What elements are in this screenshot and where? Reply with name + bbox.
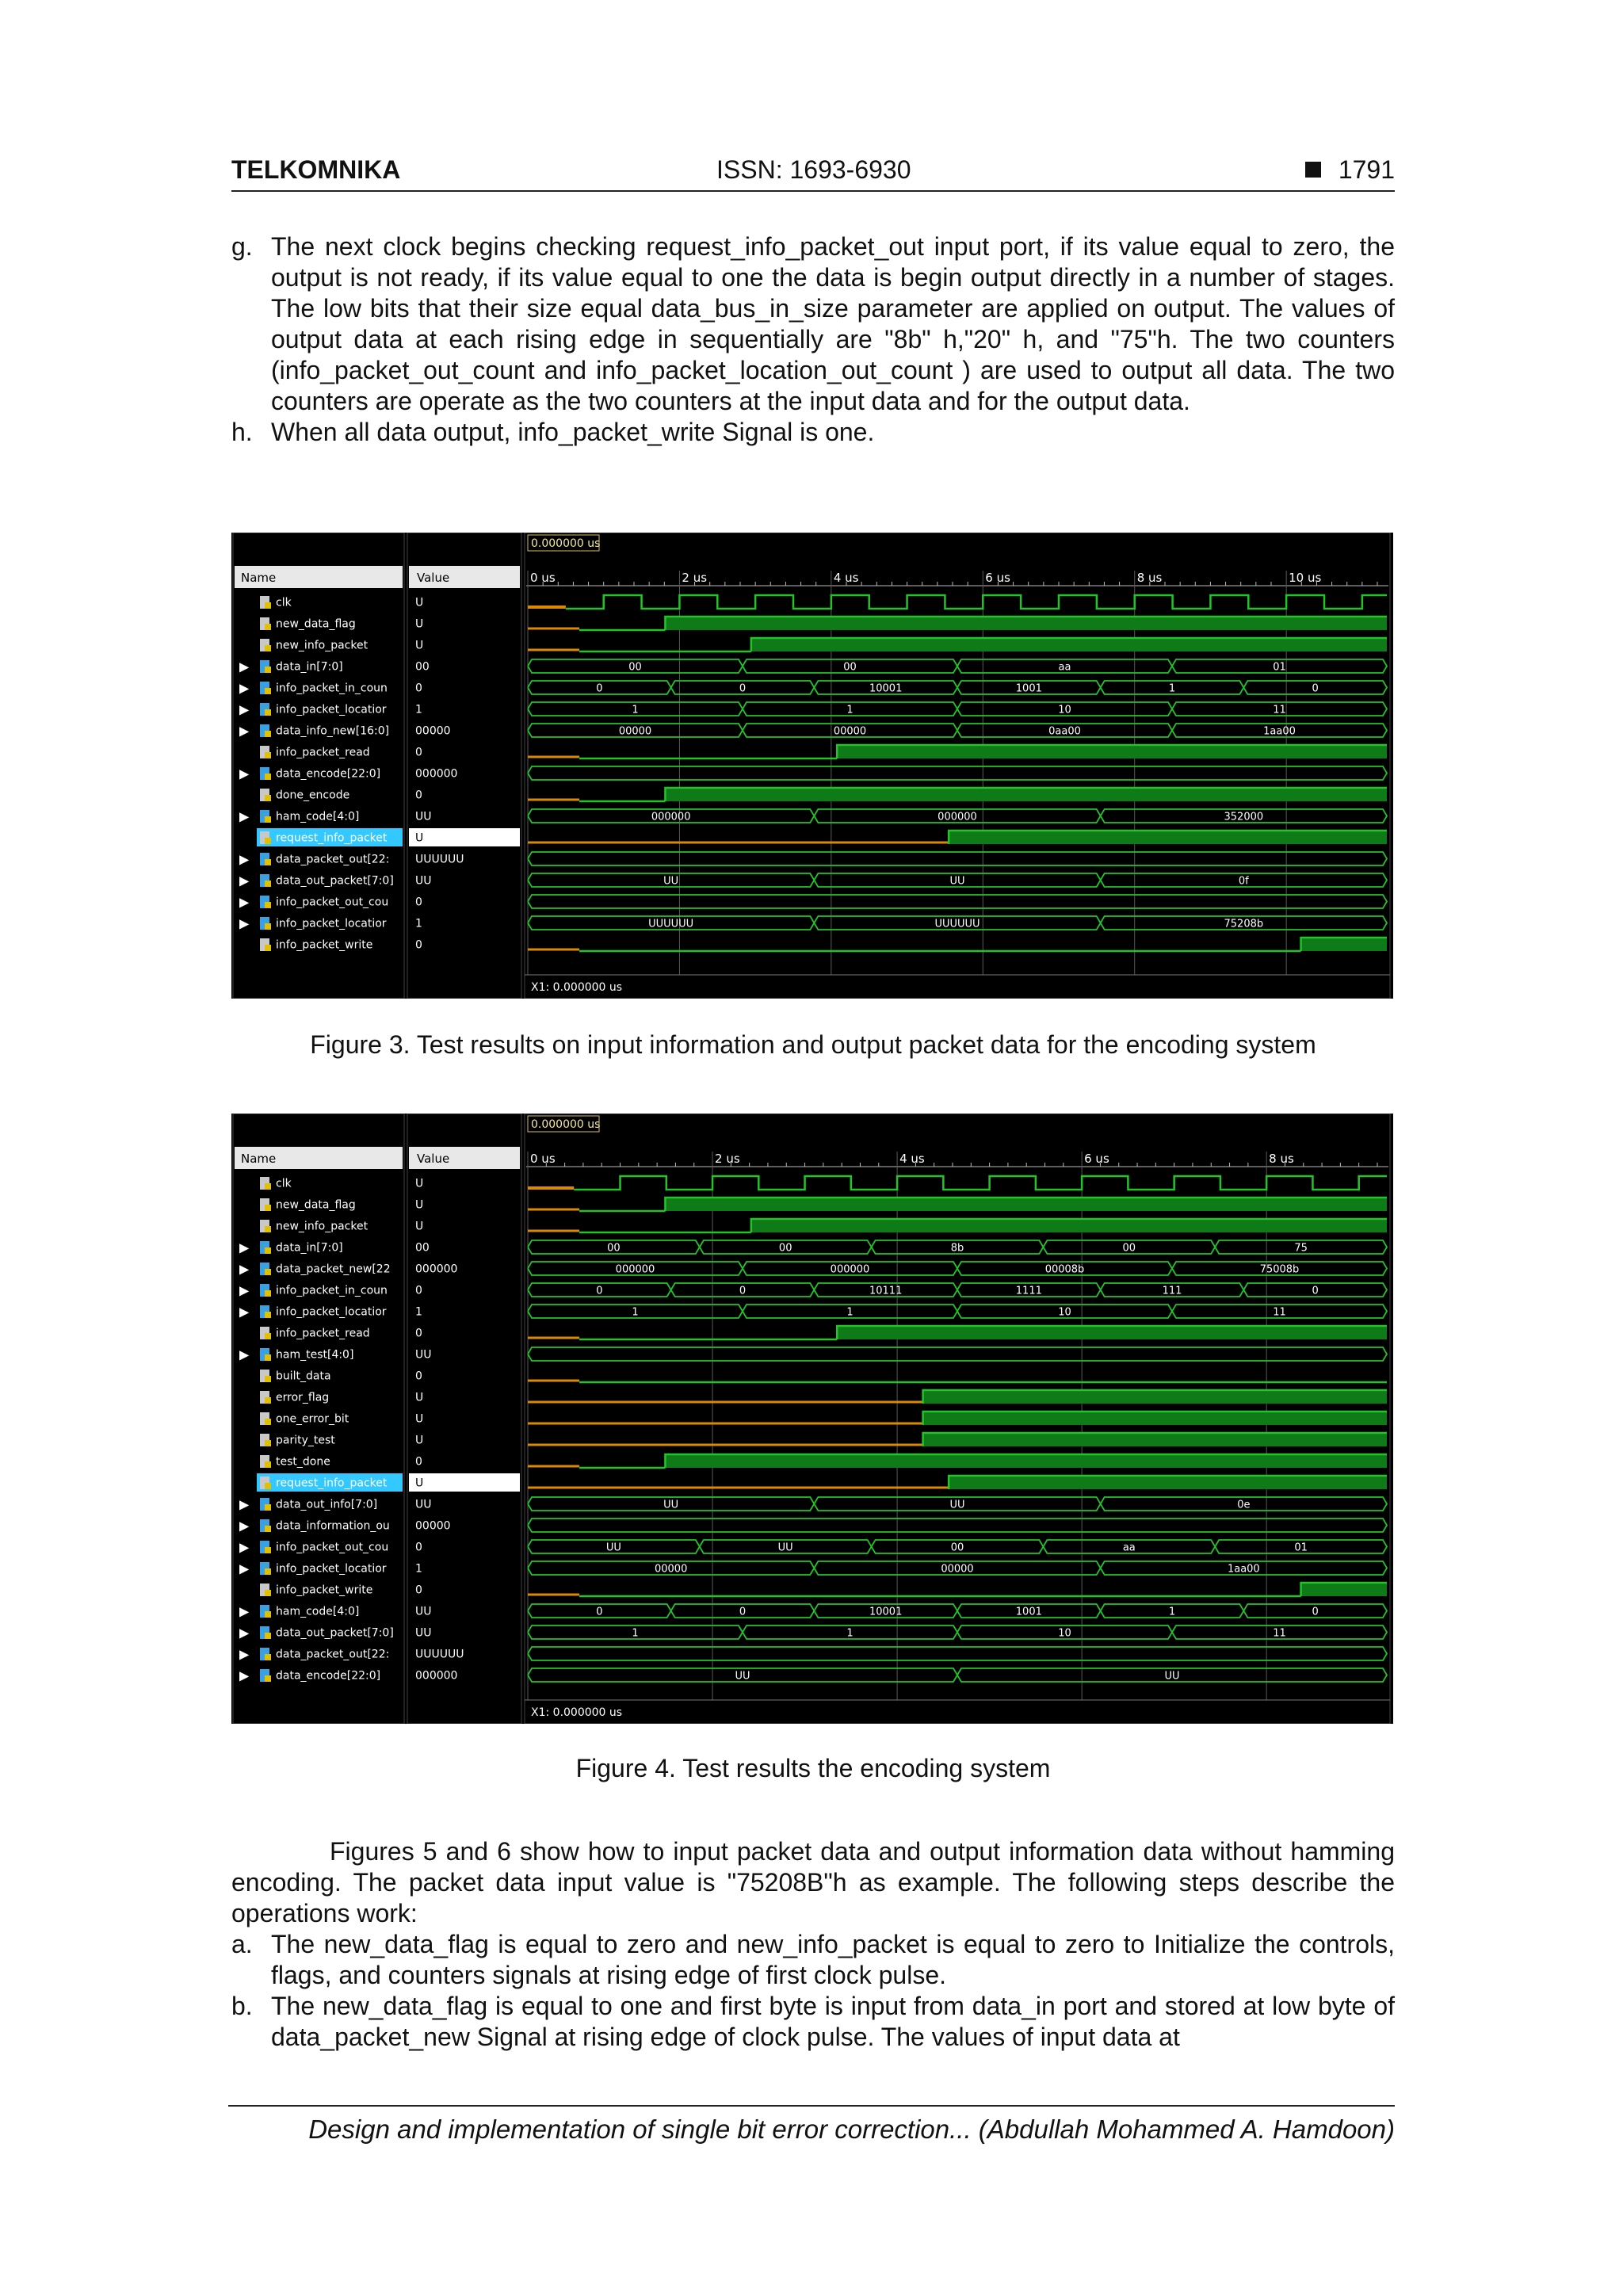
bus-value-label: UU xyxy=(735,1670,750,1683)
time-tick-label: 6 us xyxy=(985,571,1010,585)
signal-value: U xyxy=(415,1198,424,1212)
bus-value-label: 10 xyxy=(1058,704,1071,716)
signal-badge-icon xyxy=(265,1205,271,1211)
bus-value-label: 1 xyxy=(632,1306,639,1319)
bus-value-label: UU xyxy=(949,1499,965,1511)
waveform-viewer-fig4 xyxy=(231,1114,1393,1724)
expand-arrow-icon[interactable]: ▶ xyxy=(239,766,250,781)
signal-value: 0 xyxy=(415,1327,422,1340)
signal-value: 00000 xyxy=(415,724,451,738)
signal-name[interactable]: ham_code[4:0] xyxy=(276,810,360,823)
signal-value: UUUUUU xyxy=(415,853,464,866)
signal-name[interactable]: built_data xyxy=(276,1370,331,1383)
signal-value: U xyxy=(415,596,424,609)
signal-name[interactable]: data_encode[22:0] xyxy=(276,1669,381,1683)
bus-value-label: 00 xyxy=(778,1242,792,1255)
bus-value-label: 1 xyxy=(1168,1606,1176,1618)
step-marker: b. xyxy=(231,1992,253,2020)
bus-value-label: 0 xyxy=(1312,1606,1319,1618)
signal-name[interactable]: data_packet_out[22: xyxy=(276,1648,390,1661)
bus-value-label: UU xyxy=(605,1541,621,1554)
expand-arrow-icon[interactable]: ▶ xyxy=(239,701,250,717)
signal-value: 00000 xyxy=(415,1519,451,1533)
bus-value-label: 1 xyxy=(632,1627,639,1640)
expand-arrow-icon[interactable]: ▶ xyxy=(239,851,250,867)
bus-value-label: UU xyxy=(777,1541,793,1554)
bus-value-label: 00 xyxy=(950,1541,964,1554)
step-text: When all data output, info_packet_write Signal is one. xyxy=(271,418,875,446)
signal-name[interactable]: ham_test[4:0] xyxy=(276,1348,354,1362)
time-tick-label: 0 us xyxy=(530,571,556,585)
signal-badge-icon xyxy=(265,1654,271,1660)
body-section xyxy=(231,1836,1395,2053)
signal-name[interactable]: info_packet_in_coun xyxy=(276,1284,388,1297)
signal-badge-icon xyxy=(265,1312,271,1318)
signal-name[interactable]: data_out_packet[7:0] xyxy=(276,874,394,888)
bus-value-label: 01 xyxy=(1294,1541,1308,1554)
signal-value: 0 xyxy=(415,1284,422,1297)
signal-value: U xyxy=(415,617,424,631)
signal-value: 0 xyxy=(415,1370,422,1383)
signal-value: 000000 xyxy=(415,767,458,781)
signal-value: UU xyxy=(415,1498,432,1511)
signal-badge-icon xyxy=(265,1247,271,1254)
bus-value-label: aa xyxy=(1122,1541,1136,1554)
signal-name[interactable]: one_error_bit xyxy=(276,1412,349,1426)
signal-name[interactable]: info_packet_locatior xyxy=(276,1562,387,1576)
signal-badge-icon xyxy=(265,1675,271,1682)
expand-arrow-icon[interactable]: ▶ xyxy=(239,873,250,888)
signal-badge-icon xyxy=(265,1526,271,1532)
time-tick-label: 0 us xyxy=(530,1152,556,1166)
bus-value-label: 000000 xyxy=(938,811,977,823)
time-tick-label: 4 us xyxy=(833,571,859,585)
figure-3-caption: Figure 3. Test results on input information and output packet data for the encoding system xyxy=(310,1030,1316,1059)
high-level-fill xyxy=(837,745,1387,758)
high-level-fill xyxy=(751,638,1387,651)
expand-arrow-icon[interactable]: ▶ xyxy=(239,1539,250,1555)
high-level-fill xyxy=(949,831,1387,844)
signal-name[interactable]: ham_code[4:0] xyxy=(276,1605,360,1618)
signal-value: 1 xyxy=(415,917,422,930)
bus-value-label: 0 xyxy=(739,1606,747,1618)
signal-badge-icon xyxy=(265,667,271,673)
signal-badge-icon xyxy=(265,1483,271,1489)
bus-value-label: 10001 xyxy=(869,682,903,695)
step-item xyxy=(231,417,1395,448)
selected-value-highlight xyxy=(409,828,520,846)
step-marker: g. xyxy=(231,232,253,261)
high-level-fill xyxy=(1301,1583,1387,1596)
signal-value: 0 xyxy=(415,682,422,695)
bus-value-label: 00000 xyxy=(833,725,867,738)
signal-name[interactable]: data_packet_new[22 xyxy=(276,1263,391,1276)
signal-name[interactable]: data_encode[22:0] xyxy=(276,767,381,781)
undefined-segment xyxy=(528,606,566,609)
selected-value-highlight xyxy=(409,1473,520,1492)
value-panel xyxy=(407,533,521,999)
bus-value-label: 000000 xyxy=(651,811,691,823)
signal-badge-icon xyxy=(265,1590,271,1596)
high-level-fill xyxy=(665,788,1387,801)
step-text: The new_data_flag is equal to zero and new_info_packet is equal to zero to Initialize the controls, flags, and counters signals at rising edge of first clock pulse. xyxy=(271,1930,1395,1989)
signal-value: 0 xyxy=(415,746,422,759)
time-tick-label: 10 us xyxy=(1289,571,1322,585)
signal-badge-icon xyxy=(265,1290,271,1297)
signal-name[interactable]: new_info_packet xyxy=(276,1220,369,1233)
signal-value: 0 xyxy=(415,1541,422,1554)
bus-value-label: 00 xyxy=(628,661,642,674)
expand-arrow-icon[interactable]: ▶ xyxy=(239,1625,250,1641)
high-level-fill xyxy=(665,1198,1387,1211)
step-item xyxy=(231,1929,1395,1991)
value-column-header[interactable]: Value xyxy=(417,1152,450,1166)
signal-badge-icon xyxy=(265,1504,271,1511)
signal-badge-icon xyxy=(265,881,271,887)
figure-3-waveform xyxy=(231,533,1393,999)
bus-value-label: UU xyxy=(949,875,965,888)
signal-value: U xyxy=(415,1177,424,1190)
signal-name[interactable]: data_information_ou xyxy=(276,1519,390,1533)
expand-arrow-icon[interactable]: ▶ xyxy=(239,723,250,739)
bus-value-label: 0 xyxy=(1312,1285,1319,1297)
bus-value-label: UU xyxy=(663,875,679,888)
bus-value-label: 75008b xyxy=(1259,1263,1300,1276)
signal-badge-icon xyxy=(265,1611,271,1618)
signal-value: UU xyxy=(415,1605,432,1618)
signal-badge-icon xyxy=(265,731,271,737)
page-number: 1791 xyxy=(1338,155,1395,184)
signal-badge-icon xyxy=(265,688,271,694)
signal-badge-icon xyxy=(265,1226,271,1232)
expand-arrow-icon[interactable]: ▶ xyxy=(239,1261,250,1277)
bus-value-label: 75208b xyxy=(1224,918,1264,930)
signal-value: 0 xyxy=(415,938,422,952)
signal-value: U xyxy=(415,1391,424,1404)
signal-value: 1 xyxy=(415,703,422,716)
signal-value: UU xyxy=(415,874,432,888)
bus-value-label: 00 xyxy=(1122,1242,1136,1255)
name-column-header[interactable]: Name xyxy=(241,1152,277,1166)
bus-value-label: 352000 xyxy=(1224,811,1264,823)
time-tick-label: 8 us xyxy=(1269,1152,1294,1166)
step-item xyxy=(231,231,1395,417)
bus-value-label: 1 xyxy=(846,704,854,716)
bus-value-label: 0 xyxy=(739,1285,747,1297)
bus-value-label: UU xyxy=(663,1499,679,1511)
bus-value-label: 0f xyxy=(1238,875,1249,888)
bus-value-label: 0e xyxy=(1237,1499,1251,1511)
expand-arrow-icon[interactable]: ▶ xyxy=(239,1347,250,1362)
figure-4-caption: Figure 4. Test results the encoding system xyxy=(575,1754,1051,1782)
high-level-fill xyxy=(665,1454,1387,1468)
signal-badge-icon xyxy=(265,1547,271,1553)
steps-top xyxy=(231,231,1395,448)
expand-arrow-icon[interactable]: ▶ xyxy=(239,894,250,910)
signal-badge-icon xyxy=(265,1376,271,1382)
bus-value-label: 000000 xyxy=(615,1263,655,1276)
bus-value-label: 11 xyxy=(1273,704,1286,716)
waveform-viewer-fig3 xyxy=(231,533,1393,999)
signal-value: 00 xyxy=(415,1241,430,1255)
bus-value-label: 11 xyxy=(1273,1306,1286,1319)
expand-arrow-icon[interactable]: ▶ xyxy=(239,1282,250,1298)
signal-name[interactable]: info_packet_out_cou xyxy=(276,896,389,909)
expand-arrow-icon[interactable]: ▶ xyxy=(239,1646,250,1662)
bus-value-label: UUUUUU xyxy=(648,918,694,930)
signal-badge-icon xyxy=(265,709,271,716)
expand-arrow-icon[interactable]: ▶ xyxy=(239,1561,250,1576)
bus-value-label: 0 xyxy=(596,1285,603,1297)
signal-name[interactable]: data_in[7:0] xyxy=(276,1241,343,1255)
signal-name[interactable]: info_packet_out_cou xyxy=(276,1541,389,1554)
signal-badge-icon xyxy=(265,838,271,844)
signal-badge-icon xyxy=(265,945,271,951)
cursor-readout: X1: 0.000000 us xyxy=(531,1706,623,1719)
signal-badge-icon xyxy=(265,602,271,609)
high-level-fill xyxy=(923,1412,1387,1425)
signal-name[interactable]: parity_test xyxy=(276,1434,335,1447)
signal-name[interactable]: data_packet_out[22: xyxy=(276,853,390,866)
signal-badge-icon xyxy=(265,859,271,865)
high-level-fill xyxy=(923,1390,1387,1404)
bus-value-label: 111 xyxy=(1162,1285,1182,1297)
expand-arrow-icon[interactable]: ▶ xyxy=(239,808,250,824)
signal-value: U xyxy=(415,1477,424,1490)
bus-value-label: 0aa00 xyxy=(1048,725,1081,738)
bus-value-label: 0 xyxy=(596,1606,603,1618)
expand-arrow-icon[interactable]: ▶ xyxy=(239,659,250,674)
signal-name[interactable]: test_done xyxy=(276,1455,330,1469)
bus-value-label: 00000 xyxy=(654,1563,688,1576)
undefined-segment xyxy=(528,1186,574,1190)
signal-badge-icon xyxy=(265,752,271,758)
signal-badge-icon xyxy=(265,1461,271,1468)
expand-arrow-icon[interactable]: ▶ xyxy=(239,1603,250,1619)
bus-value-label: 00000 xyxy=(941,1563,974,1576)
bus-value-label: 10111 xyxy=(869,1285,903,1297)
expand-arrow-icon[interactable]: ▶ xyxy=(239,1518,250,1534)
time-tick-label: 8 us xyxy=(1136,571,1163,585)
bus-value-label: 10001 xyxy=(869,1606,903,1618)
bus-value-label: 1aa00 xyxy=(1263,725,1296,738)
signal-badge-icon xyxy=(265,774,271,780)
expand-arrow-icon[interactable]: ▶ xyxy=(239,1240,250,1255)
signal-badge-icon xyxy=(265,624,271,630)
signal-badge-icon xyxy=(265,1183,271,1190)
signal-value: U xyxy=(415,1434,424,1447)
high-level-fill xyxy=(923,1433,1387,1446)
bus-value-label: 01 xyxy=(1273,661,1286,674)
signal-name[interactable]: new_data_flag xyxy=(276,617,356,631)
signal-name[interactable]: info_packet_write xyxy=(276,938,373,952)
bus-value-label: aa xyxy=(1058,661,1071,674)
cursor-time-label: 0.000000 us xyxy=(531,1118,601,1131)
signal-badge-icon xyxy=(265,1568,271,1575)
bus-value-label: 0 xyxy=(739,682,747,695)
bus-value-label: 11 xyxy=(1273,1627,1286,1640)
signal-name[interactable]: request_info_packet xyxy=(276,1477,388,1490)
running-header xyxy=(231,154,1395,192)
signal-name[interactable]: clk xyxy=(276,1177,292,1190)
signal-badge-icon xyxy=(265,795,271,801)
signal-value: UU xyxy=(415,810,432,823)
signal-name[interactable]: info_packet_locatior xyxy=(276,703,387,716)
signal-value: 1 xyxy=(415,1305,422,1319)
journal-name: TELKOMNIKA xyxy=(231,155,401,184)
signal-name[interactable]: data_in[7:0] xyxy=(276,660,343,674)
signal-badge-icon xyxy=(265,1397,271,1404)
signal-name[interactable]: data_out_info[7:0] xyxy=(276,1498,378,1511)
bus-value-label: 1 xyxy=(1168,682,1176,695)
signal-value: U xyxy=(415,639,424,652)
signal-name[interactable]: info_packet_read xyxy=(276,1327,370,1340)
page-number-block xyxy=(1305,155,1395,185)
signal-name[interactable]: error_flag xyxy=(276,1391,330,1404)
name-column-header[interactable]: Name xyxy=(241,571,277,585)
signal-name[interactable]: info_packet_in_coun xyxy=(276,682,388,695)
signal-badge-icon xyxy=(265,902,271,908)
signal-value: 0 xyxy=(415,789,422,802)
signal-name[interactable]: info_packet_locatior xyxy=(276,917,387,930)
signal-name[interactable]: new_data_flag xyxy=(276,1198,356,1212)
signal-value: UU xyxy=(415,1348,432,1362)
signal-name[interactable]: data_info_new[16:0] xyxy=(276,724,390,738)
value-column-header[interactable]: Value xyxy=(417,571,450,585)
expand-arrow-icon[interactable]: ▶ xyxy=(239,1668,250,1683)
step-text: The next clock begins checking request_info_packet_out input port, if its value equal to zero, the output is not ready, if its value equal to one the data is begin output directly in a number of stages. The low bits that their size equal data_bus_in_size parameter are applied on output. The values of output data at each rising edge in sequentially are "8b" h,"20" h, and "75"h. The two counters (info_packet_out_count and info_packet_location_out_count ) are used to output all data. The two counters are operate as the two counters at the input data and for the output data. xyxy=(271,232,1395,415)
step-marker: h. xyxy=(231,418,253,446)
square-bullet-icon xyxy=(1305,162,1321,178)
time-tick-label: 2 us xyxy=(682,571,708,585)
time-tick-label: 4 us xyxy=(899,1152,925,1166)
issn: ISSN: 1693-6930 xyxy=(716,155,911,184)
cursor-time-label: 0.000000 us xyxy=(531,537,601,550)
bus-value-label: 00 xyxy=(607,1242,621,1255)
signal-badge-icon xyxy=(265,645,271,651)
signal-value: 000000 xyxy=(415,1669,458,1683)
bus-value-label: UU xyxy=(1164,1670,1180,1683)
step-text: The new_data_flag is equal to one and first byte is input from data_in port and stored at low byte of data_packet_new Signal at rising edge of clock pulse. The values of input data at xyxy=(271,1992,1395,2051)
step-item xyxy=(231,1991,1395,2053)
signal-value: U xyxy=(415,1412,424,1426)
expand-arrow-icon[interactable]: ▶ xyxy=(239,680,250,696)
signal-name[interactable]: info_packet_locatior xyxy=(276,1305,387,1319)
signal-name[interactable]: clk xyxy=(276,596,292,609)
bus-value-label: 75 xyxy=(1294,1242,1308,1255)
time-tick-label: 2 us xyxy=(715,1152,740,1166)
high-level-fill xyxy=(1301,938,1387,951)
bus-value-label: 1aa00 xyxy=(1227,1563,1260,1576)
bus-value-label: 1001 xyxy=(1015,682,1042,695)
signal-value: UU xyxy=(415,1626,432,1640)
signal-name[interactable]: request_info_packet xyxy=(276,831,388,845)
bus-value-label: 0 xyxy=(1312,682,1319,695)
signal-badge-icon xyxy=(265,1354,271,1361)
figure-4-waveform xyxy=(231,1114,1393,1724)
bus-value-label: 1111 xyxy=(1015,1285,1042,1297)
signal-name[interactable]: data_out_packet[7:0] xyxy=(276,1626,394,1640)
high-level-fill xyxy=(665,617,1387,630)
bus-value-label: 000000 xyxy=(830,1263,870,1276)
signal-name[interactable]: done_encode xyxy=(276,789,350,802)
signal-badge-icon xyxy=(265,816,271,823)
signal-value: 0 xyxy=(415,896,422,909)
signal-value: 000000 xyxy=(415,1263,458,1276)
bus-value-label: 1 xyxy=(846,1627,854,1640)
signal-value: 0 xyxy=(415,1584,422,1597)
high-level-fill xyxy=(837,1326,1387,1339)
step-marker: a. xyxy=(231,1930,253,1958)
signal-badge-icon xyxy=(265,1269,271,1275)
time-tick-label: 6 us xyxy=(1084,1152,1109,1166)
signal-badge-icon xyxy=(265,1333,271,1339)
bus-value-label: 00000 xyxy=(618,725,652,738)
signal-value: UUUUUU xyxy=(415,1648,464,1661)
expand-arrow-icon[interactable]: ▶ xyxy=(239,1304,250,1320)
high-level-fill xyxy=(751,1219,1387,1232)
cursor-readout: X1: 0.000000 us xyxy=(531,981,623,994)
bus-value-label: 10 xyxy=(1058,1306,1071,1319)
signal-value: U xyxy=(415,1220,424,1233)
bus-value-label: UUUUUU xyxy=(934,918,980,930)
bus-value-label: 1001 xyxy=(1015,1606,1042,1618)
bus-value-label: 1 xyxy=(632,704,639,716)
signal-value: U xyxy=(415,831,424,845)
bus-value-label: 00008b xyxy=(1044,1263,1085,1276)
running-footer: Design and implementation of single bit error correction... (Abdullah Mohammed A. Hamdoon) xyxy=(228,2105,1395,2145)
signal-name[interactable]: info_packet_write xyxy=(276,1584,373,1597)
signal-name[interactable]: new_info_packet xyxy=(276,639,369,652)
bus-value-label: 00 xyxy=(843,661,857,674)
bus-value-label: 1 xyxy=(846,1306,854,1319)
signal-badge-icon xyxy=(265,1633,271,1639)
signal-value: 00 xyxy=(415,660,430,674)
signal-badge-icon xyxy=(265,1419,271,1425)
bus-value-label: 0 xyxy=(596,682,603,695)
signal-badge-icon xyxy=(265,923,271,930)
expand-arrow-icon[interactable]: ▶ xyxy=(239,915,250,931)
signal-name[interactable]: info_packet_read xyxy=(276,746,370,759)
body-paragraph: Figures 5 and 6 show how to input packet data and output information data without hamming encoding. The packet data input value is "75208B"h as example. The following steps describe the operations work: xyxy=(231,1837,1395,1927)
expand-arrow-icon[interactable]: ▶ xyxy=(239,1496,250,1512)
bus-value-label: 10 xyxy=(1058,1627,1071,1640)
high-level-fill xyxy=(949,1476,1387,1489)
bus-value-label: 8b xyxy=(950,1242,964,1255)
signal-badge-icon xyxy=(265,1440,271,1446)
signal-value: 0 xyxy=(415,1455,422,1469)
signal-value: 1 xyxy=(415,1562,422,1576)
